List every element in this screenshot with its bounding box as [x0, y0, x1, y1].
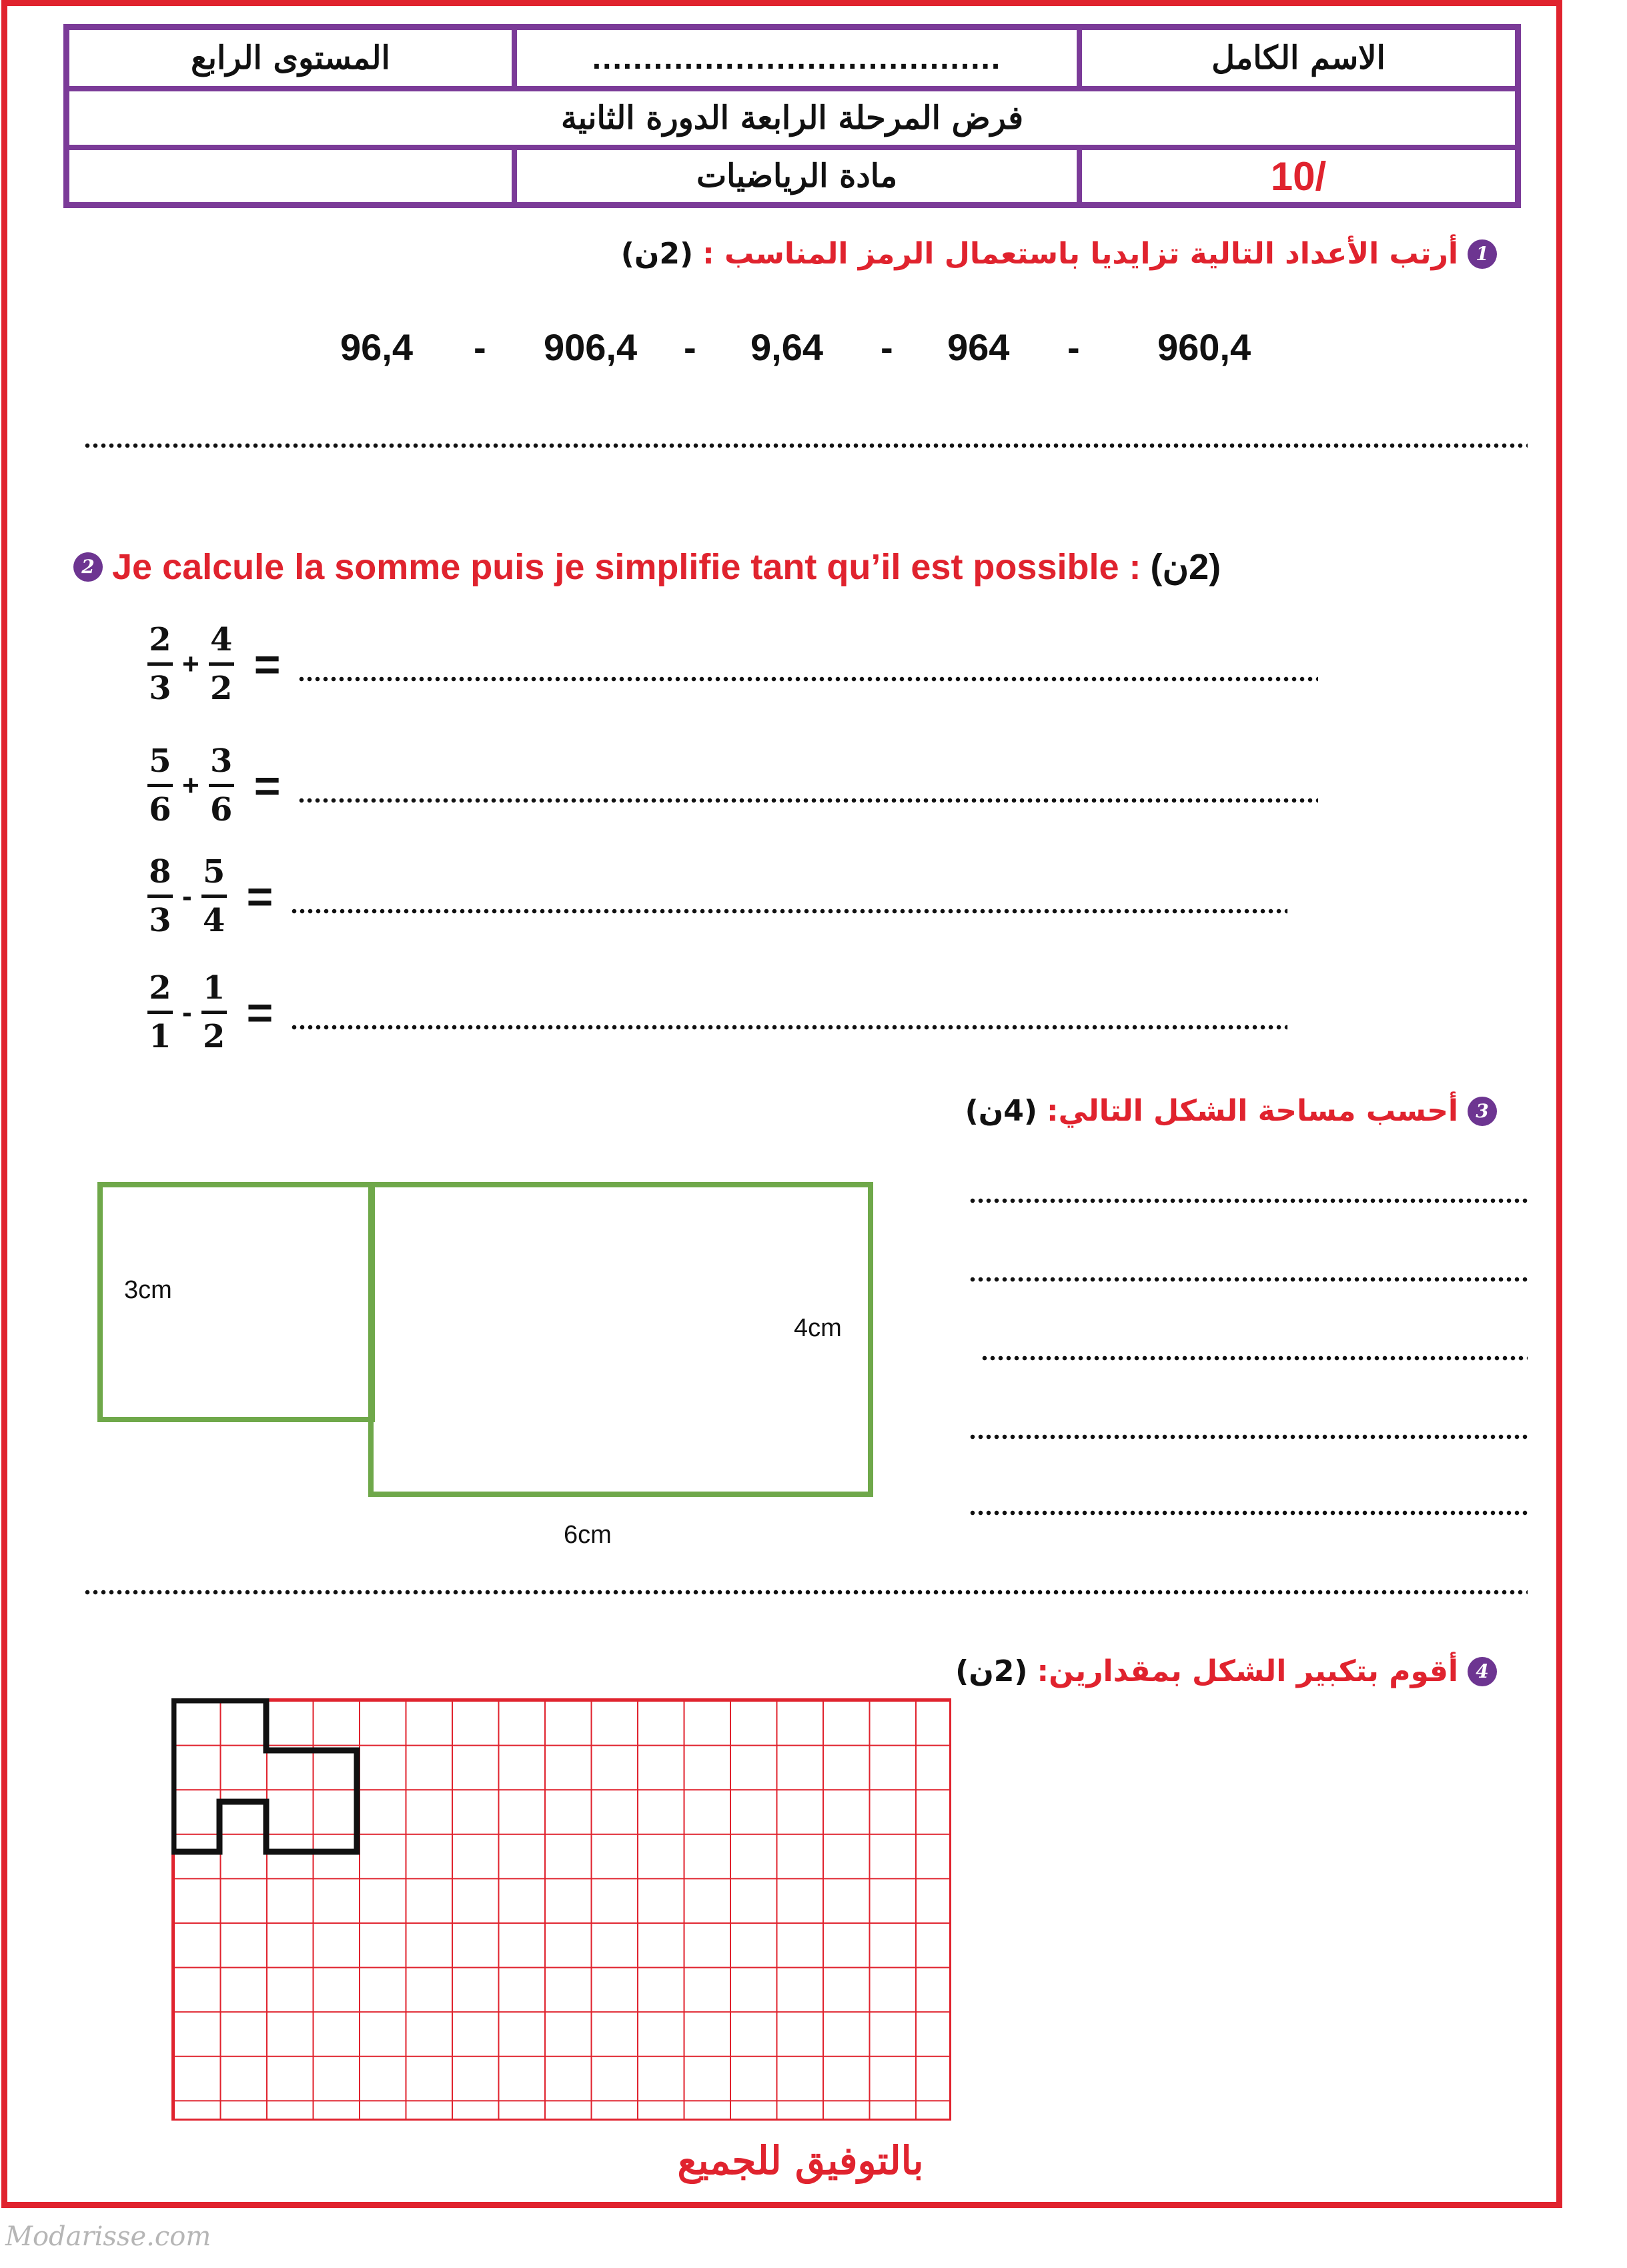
- q2-heading: [73, 546, 1221, 588]
- fraction: 5 4: [197, 856, 231, 937]
- score-field[interactable]: 10/: [1270, 153, 1327, 199]
- q4-heading: [955, 1654, 1497, 1688]
- header-row-divider: [69, 145, 1515, 150]
- header-col-divider: [1077, 30, 1082, 86]
- label-3cm: 3cm: [124, 1276, 172, 1304]
- q3-answer-line[interactable]: [969, 1434, 1528, 1440]
- fraction: 2 1: [143, 972, 177, 1053]
- q3-full-answer-line[interactable]: [83, 1590, 1528, 1595]
- answer-line[interactable]: [290, 909, 1287, 914]
- number-item: 906,4: [544, 326, 638, 368]
- label-6cm: 6cm: [564, 1521, 612, 1549]
- header-col-divider: [1077, 145, 1082, 202]
- number-item: 9,64: [750, 326, 823, 368]
- q3-answer-line[interactable]: [969, 1510, 1528, 1516]
- closing-message: بالتوفيق للجميع: [677, 2138, 924, 2183]
- operator: -: [182, 995, 192, 1029]
- model-shape: [171, 1698, 438, 1885]
- q3-points: (4ن): [965, 1094, 1037, 1128]
- watermark: Modarisse.com: [5, 2221, 211, 2252]
- drawing-grid[interactable]: [171, 1698, 951, 2121]
- fraction: 8 3: [143, 856, 177, 937]
- number-item: 960,4: [1157, 326, 1251, 368]
- fraction-exercise-1: [143, 621, 1318, 707]
- fraction-exercise-2: [143, 742, 1318, 828]
- q1-answer-line[interactable]: [83, 443, 1528, 448]
- answer-line[interactable]: [298, 676, 1318, 682]
- q3-text: أحسب مساحة الشكل التالي:: [1047, 1094, 1458, 1128]
- q4-points: (2ن): [955, 1654, 1028, 1688]
- q1-heading: [621, 237, 1497, 271]
- q3-answer-line[interactable]: [981, 1355, 1528, 1361]
- number-item: 96,4: [340, 326, 413, 368]
- fraction: 3 6: [205, 745, 238, 826]
- separator: -: [881, 326, 893, 368]
- separator: -: [684, 326, 696, 368]
- header-col-divider: [512, 145, 517, 202]
- q3-number-badge: 3: [1468, 1097, 1497, 1126]
- q3-heading: [965, 1094, 1497, 1128]
- q4-number-badge: 4: [1468, 1657, 1497, 1686]
- q1-text: أرتب الأعداد التالية تزايديا باستعمال الرمز المناسب :: [702, 237, 1458, 271]
- operator: +: [182, 647, 199, 680]
- operator: +: [182, 768, 199, 802]
- q2-number-badge: 2: [73, 552, 103, 582]
- equals-sign: =: [246, 987, 274, 1038]
- fraction-exercise-3: [143, 853, 1287, 939]
- q3-answer-line[interactable]: [969, 1198, 1528, 1203]
- q1-number-badge: 1: [1468, 239, 1497, 269]
- name-blank[interactable]: ........................................: [592, 40, 1002, 76]
- q3-answer-line[interactable]: [969, 1277, 1528, 1282]
- q2-points: (2ن): [1150, 547, 1221, 587]
- header-row-divider: [69, 86, 1515, 91]
- header-col-divider: [512, 30, 517, 86]
- fraction-exercise-4: [143, 969, 1287, 1055]
- q1-points: (2ن): [620, 237, 694, 271]
- q1-number-list: [340, 319, 1274, 379]
- operator: -: [182, 879, 192, 913]
- exam-title: فرض المرحلة الرابعة الدورة الثانية: [560, 99, 1024, 137]
- separator: -: [474, 326, 486, 368]
- name-label: الاسم الكامل: [1211, 39, 1386, 77]
- fraction: 2 3: [143, 624, 177, 704]
- subject-label: مادة الرياضيات: [696, 157, 898, 195]
- header-table: [63, 24, 1521, 208]
- equals-sign: =: [253, 760, 281, 811]
- answer-line[interactable]: [298, 798, 1318, 803]
- equals-sign: =: [246, 871, 274, 922]
- fraction: 4 2: [205, 624, 238, 704]
- q4-text: أقوم بتكبير الشكل بمقدارين:: [1037, 1654, 1458, 1688]
- equals-sign: =: [253, 638, 281, 690]
- answer-line[interactable]: [290, 1025, 1287, 1030]
- level-label: المستوى الرابع: [191, 39, 390, 77]
- fraction: 5 6: [143, 745, 177, 826]
- separator: -: [1067, 326, 1080, 368]
- label-4cm: 4cm: [794, 1314, 842, 1342]
- empty-cell: [69, 150, 512, 202]
- fraction: 1 2: [197, 972, 231, 1053]
- number-item: 964: [947, 326, 1010, 368]
- q2-text: Je calcule la somme puis je simplifie tant qu’il est possible :: [112, 546, 1141, 587]
